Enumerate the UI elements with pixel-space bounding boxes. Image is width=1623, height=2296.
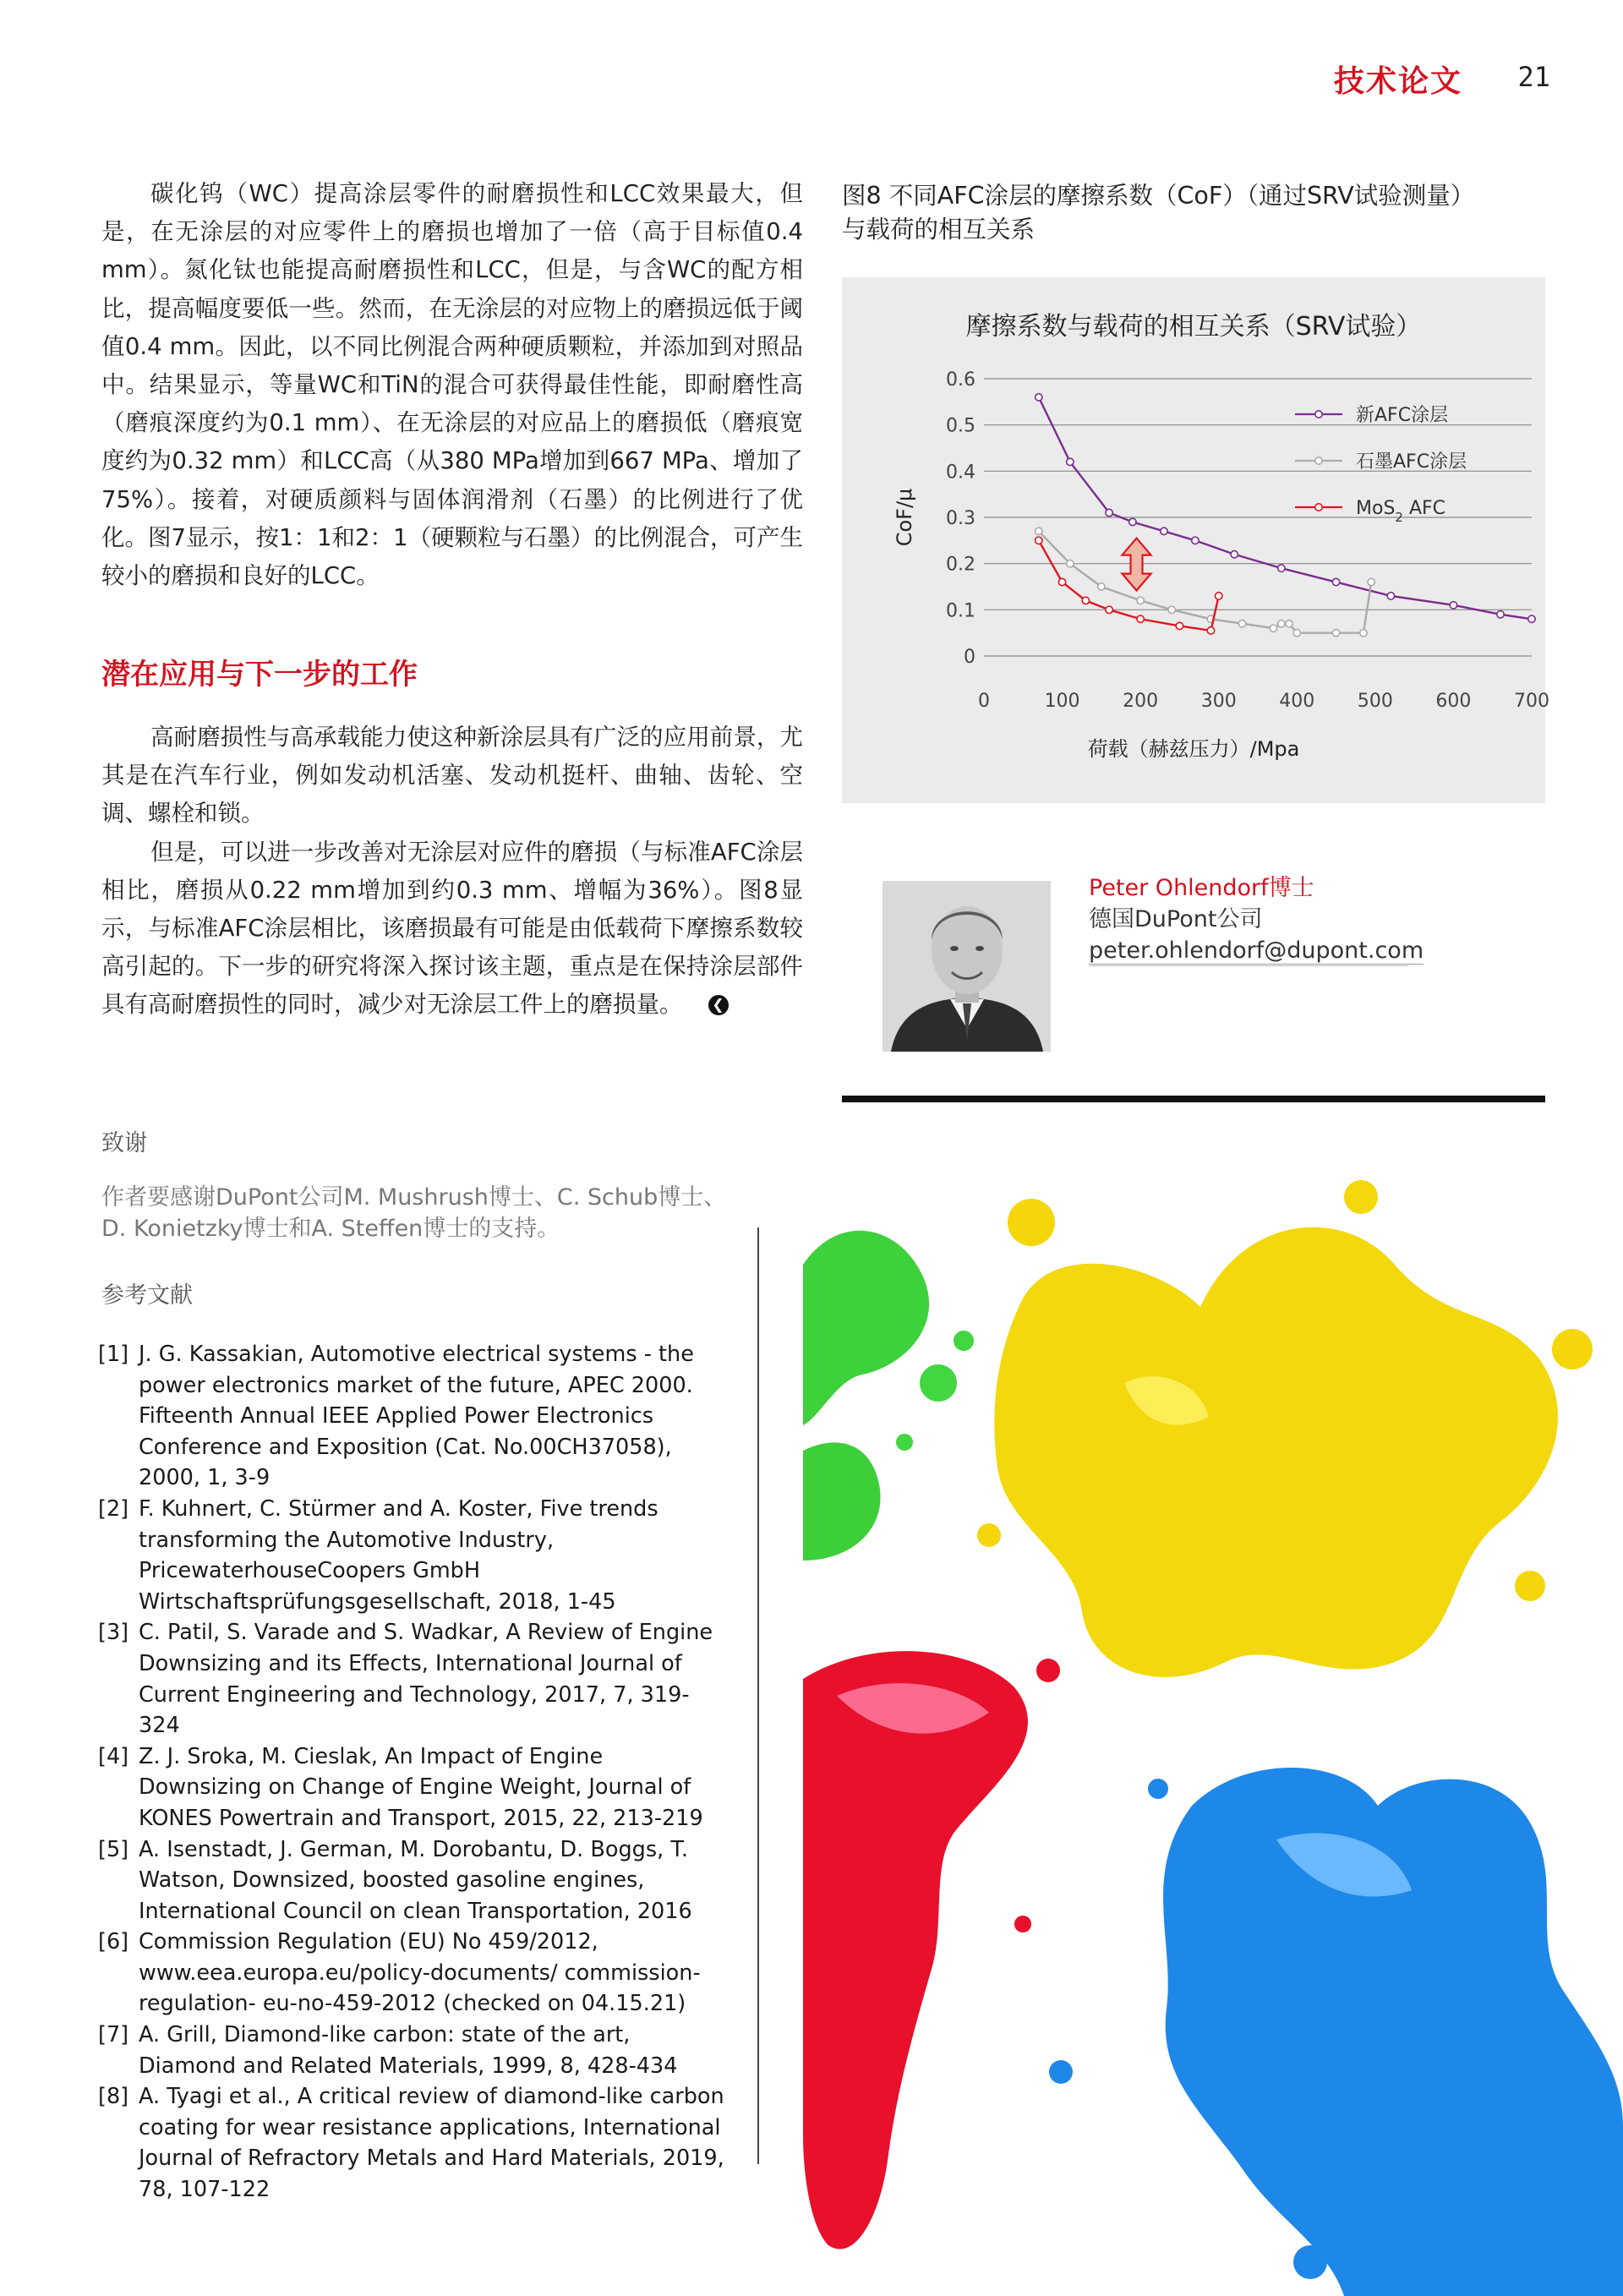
chart-title: 摩擦系数与载荷的相互关系（SRV试验） xyxy=(965,312,1422,342)
x-tick-label: 600 xyxy=(1435,691,1472,712)
legend-marker xyxy=(1315,504,1322,511)
reference-text: A. Grill, Diamond-like carbon: state of the art, Diamond and Related Materials, 1999, 8, 428-434 xyxy=(139,2022,678,2079)
ack-text: 作者要感谢DuPont公司M. Mushrush博士、C. Schub博士、D. Konietzky博士和A. Steffen博士的支持。 xyxy=(101,1184,727,1242)
reference-number: [3] xyxy=(98,1620,129,1646)
data-point xyxy=(1176,622,1183,629)
data-point xyxy=(1278,565,1285,571)
reference-text: Z. J. Sroka, M. Cieslak, An Impact of Engine Downsizing on Change of Engine Weight, Journal of KONES Powertrain and Transport, 2015, 22, 213-219 xyxy=(139,1743,703,1831)
ack-title: 致谢 xyxy=(101,1130,147,1156)
chart-panel xyxy=(842,277,1549,803)
reference-item xyxy=(98,2081,728,2205)
data-point xyxy=(1286,620,1292,627)
data-point xyxy=(1387,593,1394,599)
data-point xyxy=(1058,578,1065,585)
data-point xyxy=(1216,593,1222,599)
data-point xyxy=(1368,578,1374,585)
reference-item xyxy=(98,1834,728,1927)
y-tick-label: 0.3 xyxy=(946,508,975,529)
data-point xyxy=(1293,629,1300,636)
data-point xyxy=(1238,620,1245,627)
y-tick-label: 0.4 xyxy=(946,462,975,484)
data-point xyxy=(1082,597,1089,604)
y-axis-label: CoF/μ xyxy=(893,488,916,547)
author-company: 德国DuPont公司 xyxy=(1089,906,1263,932)
reference-item xyxy=(98,1617,728,1741)
data-point xyxy=(1129,518,1136,525)
reference-item xyxy=(98,1927,728,2020)
data-point xyxy=(1161,528,1167,534)
body-text-bottom xyxy=(101,719,803,1025)
x-tick-label: 700 xyxy=(1514,691,1549,712)
x-tick-label: 200 xyxy=(1123,691,1159,712)
y-tick-label: 0 xyxy=(964,647,975,668)
data-point xyxy=(1528,615,1535,622)
paragraph xyxy=(101,834,803,1025)
paragraph: 高耐磨损性与高承载能力使这种新涂层具有广泛的应用前景，尤其是在汽车行业，例如发动机活塞、发动机挺杆、曲轴、齿轮、空调、螺栓和锁。 xyxy=(101,724,803,828)
x-tick-label: 400 xyxy=(1279,691,1315,712)
reference-number: [6] xyxy=(98,1929,129,1955)
reference-text: Commission Regulation (EU) No 459/2012, www.eea.europa.eu/policy-documents/ commission-regulation- eu-no-459-2012 (checked on 04.15.21) xyxy=(139,1929,701,2017)
reference-text: A. Tyagi et al., A critical review of diamond-like carbon coating for wear resistance applications, International Journal of Refractory Metals and Hard Materials, 2019, 78, 107-122 xyxy=(139,2084,724,2203)
page-number: 21 xyxy=(1517,61,1550,93)
paint-splash-image xyxy=(803,1163,1623,2296)
reference-number: [8] xyxy=(98,2084,129,2110)
section-title: 技术论文 xyxy=(1333,64,1462,99)
paragraph-text: 但是，可以进一步改善对无涂层对应件的磨损（与标准AFC涂层相比，磨损从0.22 mm增加到约0.3 mm、增幅为36%）。图8显示，与标准AFC涂层相比，该磨损最有可能是由低载荷下摩擦系数较高引起的。下一步的研究将深入探讨该主题，重点是在保持涂层部件具有高耐磨损性的同时，减少对无涂层工件上的磨损量。 xyxy=(101,838,803,1019)
data-point xyxy=(1278,620,1285,627)
data-point xyxy=(1067,560,1074,566)
legend-label: 新AFC涂层 xyxy=(1356,405,1449,426)
series-line xyxy=(1039,397,1532,619)
figure-caption xyxy=(842,179,1544,247)
body-text-top xyxy=(101,175,803,595)
data-point xyxy=(1137,597,1144,604)
reference-item xyxy=(98,1339,728,1494)
legend-label: MoS$_2$ AFC xyxy=(1356,498,1446,525)
reference-text: J. G. Kassakian, Automotive electrical systems - the power electronics market of the future, APEC 2000. Fifteenth Annual IEEE Applied Power Electronics Conference and Exposition (Cat. No.00CH37058), 2000, 1, 3-9 xyxy=(139,1342,694,1491)
reference-number: [5] xyxy=(98,1836,129,1862)
x-tick-label: 500 xyxy=(1357,691,1393,712)
y-tick-label: 0.6 xyxy=(946,369,975,391)
section-divider xyxy=(842,1096,1545,1102)
data-point xyxy=(1332,578,1339,585)
author-email-link[interactable]: peter.ohlendorf@dupont.com xyxy=(1089,938,1424,964)
data-point xyxy=(1497,611,1504,618)
reference-number: [4] xyxy=(98,1743,129,1769)
y-tick-label: 0.5 xyxy=(946,415,975,437)
reference-number: [1] xyxy=(98,1342,129,1367)
blue-paint-splash xyxy=(1163,1768,1623,2296)
data-point xyxy=(1450,602,1456,609)
x-axis-label: 荷载（赫兹压力）/Mpa xyxy=(1087,737,1300,761)
y-tick-label: 0.2 xyxy=(946,554,975,576)
reference-item xyxy=(98,1494,728,1617)
reference-item xyxy=(98,2020,728,2081)
legend-label: 石墨AFC涂层 xyxy=(1356,451,1467,473)
reference-number: [7] xyxy=(98,2022,129,2048)
references-title: 参考文献 xyxy=(101,1282,193,1309)
legend-marker xyxy=(1315,457,1322,464)
x-tick-label: 300 xyxy=(1200,691,1237,712)
data-point xyxy=(1270,625,1276,631)
author-portrait-image xyxy=(883,881,1051,1052)
author-photo xyxy=(883,881,1051,1052)
data-point xyxy=(1360,629,1367,636)
author-divider xyxy=(1089,965,1408,966)
data-point xyxy=(1332,629,1339,636)
subheading: 潜在应用与下一步的工作 xyxy=(101,658,418,692)
legend-marker xyxy=(1315,411,1322,418)
figure-caption-line: 与载荷的相互关系 xyxy=(842,216,1036,243)
double-arrow-icon xyxy=(1123,538,1151,591)
end-of-article-icon: ❮ xyxy=(708,995,729,1015)
data-point xyxy=(1192,537,1199,544)
data-point xyxy=(1098,583,1105,590)
data-point xyxy=(1137,615,1144,622)
green-paint-splash xyxy=(803,1231,929,1425)
data-point xyxy=(1106,606,1112,613)
data-point xyxy=(1036,394,1042,401)
x-tick-label: 100 xyxy=(1044,691,1080,712)
reference-text: F. Kuhnert, C. Stürmer and A. Koster, Five trends transforming the Automotive Industry, PricewaterhouseCoopers GmbH Wirtschaftsprüfungsgesellschaft, 2018, 1-45 xyxy=(139,1495,658,1615)
data-point xyxy=(1207,627,1214,634)
series-line xyxy=(1039,531,1371,632)
x-tick-label: 0 xyxy=(978,691,990,712)
y-tick-label: 0.1 xyxy=(946,600,975,622)
data-point xyxy=(1106,509,1112,516)
figure-caption-line: 图8 不同AFC涂层的摩擦系数（CoF）（通过SRV试验测量） xyxy=(842,182,1475,210)
red-paint-splash xyxy=(803,1651,1028,2249)
paragraph: 碳化钨（WC）提高涂层零件的耐磨损性和LCC效果最大，但是，在无涂层的对应零件上的磨损也增加了一倍（高于目标值0.4 mm）。氮化钛也能提高耐磨损性和LCC，但是，与含WC的配方相比，提高幅度要低一些。然而，在无涂层的对应物上的磨损远低于阈值0.4 mm。因此，以不同比例混合两种硬质颗粒，并添加到对照品中。结果显示，等量WC和TiN的混合可获得最佳性能，即耐磨性高（磨痕深度约为0.1 mm）、在无涂层的对应品上的磨损低（磨痕宽度约为0.32 mm）和LCC高（从380 MPa增加到667 MPa、增加了75%）。接着，对硬质颜料与固体润滑剂（石墨）的比例进行了优化。图7显示，按1：1和2：1（硬颗粒与石墨）的比例混合，可产生较小的磨损和良好的LCC。 xyxy=(101,180,803,590)
data-point xyxy=(1036,537,1042,544)
reference-text: A. Isenstadt, J. German, M. Dorobantu, D. Boggs, T. Watson, Downsized, boosted gasoline engines, International Council on clean Transportation, 2016 xyxy=(139,1836,692,1924)
data-point xyxy=(1168,606,1175,613)
yellow-paint-splash xyxy=(994,1227,1558,1677)
data-point xyxy=(1231,551,1238,558)
reference-number: [2] xyxy=(98,1495,129,1522)
author-info xyxy=(1089,872,1424,966)
reference-list xyxy=(98,1339,728,2206)
reference-item xyxy=(98,1741,728,1834)
data-point xyxy=(1036,528,1042,534)
data-point xyxy=(1067,458,1074,465)
friction-chart xyxy=(842,277,1549,803)
author-name: Peter Ohlendorf博士 xyxy=(1089,875,1314,901)
reference-text: C. Patil, S. Varade and S. Wadkar, A Review of Engine Downsizing and its Effects, International Journal of Current Engineering and Technology, 2017, 7, 319-324 xyxy=(139,1620,713,1739)
column-divider xyxy=(757,1227,759,2164)
